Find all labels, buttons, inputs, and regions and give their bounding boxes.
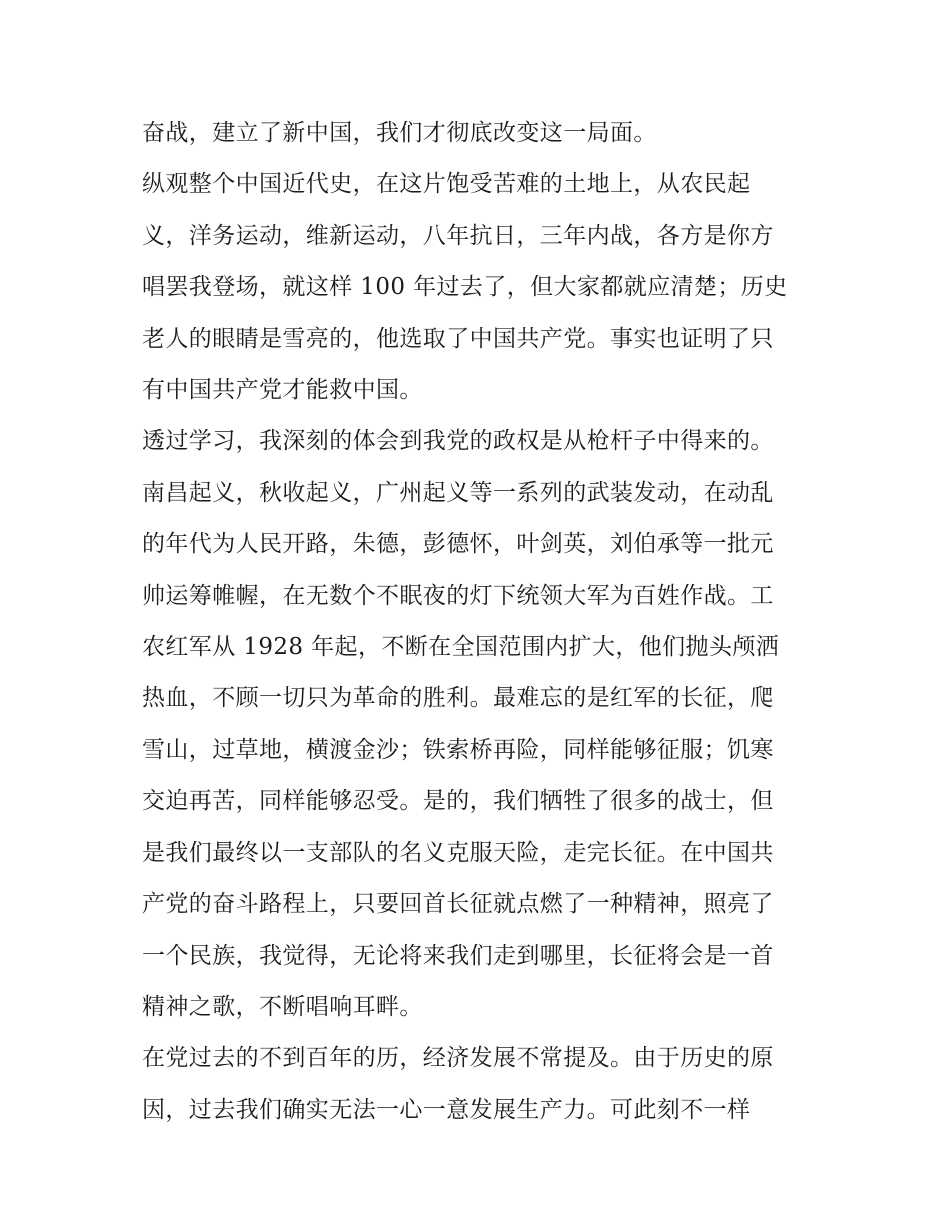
text-line: 奋战，建立了新中国，我们才彻底改变这一局面。	[142, 120, 657, 146]
text-line: 在党过去的不到百年的历，经济发展不常提及。由于历史的原	[142, 1045, 774, 1072]
text-line: 帅运筹帷幄，在无数个不眠夜的灯下统领大军为百姓作战。工	[142, 582, 774, 609]
paragraph-1	[142, 108, 814, 159]
text-line: 因，过去我们确实无法一心一意发展生产力。可此刻不一样	[142, 1096, 751, 1123]
text-line: 是我们最终以一支部队的名义克服天险，走完长征。在中国共	[142, 839, 774, 866]
paragraph-3	[142, 416, 814, 1033]
text-line: 义，洋务运动，维新运动，八年抗日，三年内战，各方是你方	[142, 222, 774, 249]
text-line: 纵观整个中国近代史，在这片饱受苦难的土地上，从农民起	[142, 171, 751, 198]
text-line: 农红军从 1928 年起，不断在全国范围内扩大，他们抛头颅洒	[142, 634, 780, 661]
body-text	[142, 108, 814, 1136]
paragraph-4	[142, 1033, 814, 1136]
text-line: 热血，不顾一切只为革命的胜利。最难忘的是红军的长征，爬	[142, 685, 774, 712]
text-line: 交迫再苦，同样能够忍受。是的，我们牺牲了很多的战士，但	[142, 788, 774, 815]
text-line: 有中国共产党才能救中国。	[142, 377, 423, 404]
text-line: 老人的眼睛是雪亮的，他选取了中国共产党。事实也证明了只	[142, 325, 774, 352]
text-line: 的年代为人民开路，朱德，彭德怀，叶剑英，刘伯承等一批元	[142, 531, 774, 558]
text-line: 精神之歌，不断唱响耳畔。	[142, 993, 423, 1020]
text-line: 产党的奋斗路程上，只要回首长征就点燃了一种精神，照亮了	[142, 891, 774, 918]
text-line: 南昌起义，秋收起义，广州起义等一系列的武装发动，在动乱	[142, 479, 774, 506]
paragraph-2	[142, 159, 814, 416]
text-line: 唱罢我登场，就这样 100 年过去了，但大家都就应清楚；历史	[142, 274, 788, 301]
text-line: 雪山，过草地，横渡金沙；铁索桥再险，同样能够征服；饥寒	[142, 736, 774, 763]
text-line: 一个民族，我觉得，无论将来我们走到哪里，长征将会是一首	[142, 942, 774, 969]
text-line: 透过学习，我深刻的体会到我党的政权是从枪杆子中得来的。	[142, 428, 774, 455]
